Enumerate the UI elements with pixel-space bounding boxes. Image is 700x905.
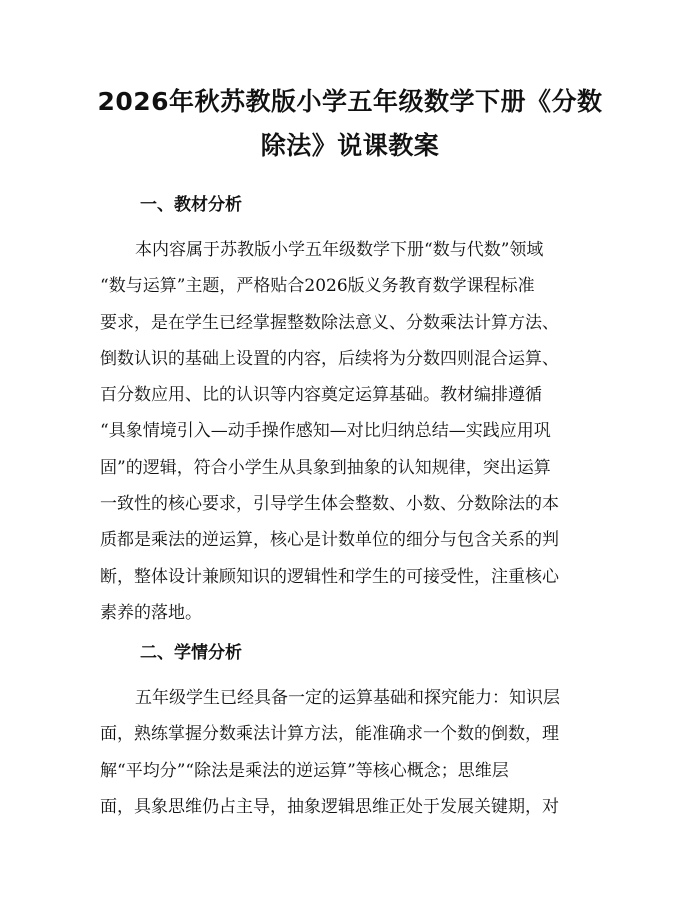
section-heading-student-analysis: 二、学情分析: [140, 643, 242, 663]
text-line: 面，具象思维仍占主导，抽象逻辑思维正处于发展关键期，对: [100, 796, 559, 817]
paragraph-student-analysis: [100, 680, 603, 825]
document-title-line-2: 除法》说课教案: [260, 131, 440, 160]
text-line: 解“平均分”“除法是乘法的逆运算”等核心概念；思维层: [100, 760, 509, 781]
document-title-line-1: 2026年秋苏教版小学五年级数学下册《分数: [97, 87, 603, 116]
text-line: 质都是乘法的逆运算，核心是计数单位的细分与包含关系的判: [100, 530, 559, 551]
section-heading-textbook-analysis: 一、教材分析: [140, 195, 242, 215]
text-line: “具象情境引入—动手操作感知—对比归纳总结—实践应用巩: [100, 421, 551, 442]
text-line: 一致性的核心要求，引导学生体会整数、小数、分数除法的本: [100, 494, 559, 515]
text-line: 倒数认识的基础上设置的内容，后续将为分数四则混合运算、: [100, 348, 559, 369]
text-line: 百分数应用、比的认识等内容奠定运算基础。教材编排遵循: [100, 385, 542, 406]
text-line: 断，整体设计兼顾知识的逻辑性和学生的可接受性，注重核心: [100, 566, 559, 587]
text-line: 要求，是在学生已经掌握整数除法意义、分数乘法计算方法、: [100, 312, 559, 333]
text-line: 五年级学生已经具备一定的运算基础和探究能力：知识层: [135, 688, 560, 708]
text-line: 本内容属于苏教版小学五年级数学下册“数与代数”领域: [135, 240, 544, 260]
text-line: 面，熟练掌握分数乘法计算方法，能准确求一个数的倒数，理: [100, 724, 559, 745]
paragraph-textbook-analysis: [100, 232, 603, 631]
text-line: “数与运算”主题，严格贴合2026版义务教育数学课程标准: [100, 276, 535, 297]
text-line: 素养的落地。: [100, 602, 202, 623]
text-line: 固”的逻辑，符合小学生从具象到抽象的认知规律，突出运算: [100, 457, 551, 478]
